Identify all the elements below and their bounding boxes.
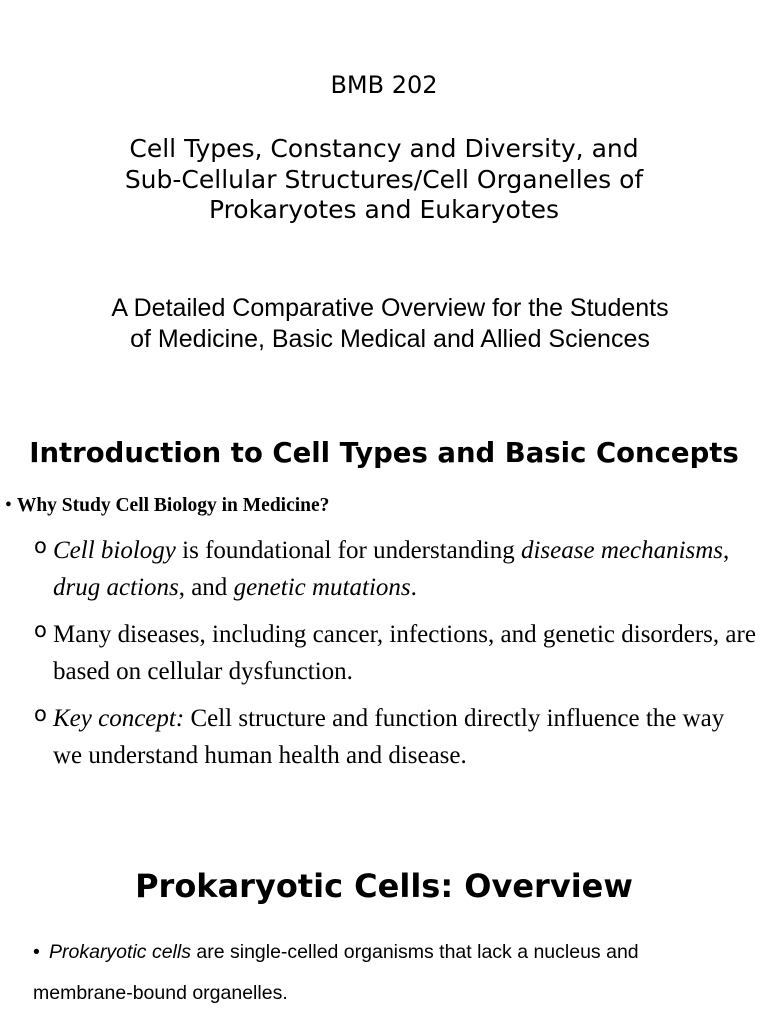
text: membrane-bound organelles.: [33, 982, 288, 1004]
emphasis: Key concept:: [53, 705, 185, 732]
text: Many diseases, including cancer, infections, and genetic disorders, are based on cellular dysfunction.: [53, 621, 756, 685]
text: is foundational for understanding: [175, 537, 521, 564]
bullet-prokaryotic-cells: [33, 932, 761, 1014]
bullet-dot-icon: •: [33, 941, 40, 963]
text: are single-celled organisms that lack a nucleus and: [190, 941, 639, 963]
course-code: BMB 202: [330, 71, 438, 99]
bullet-text-continued: [33, 973, 761, 1014]
bullet-text: [33, 932, 761, 973]
page-subtitle: A Detailed Comparative Overview for the Students of Medicine, Basic Medical and Allied Sciences: [111, 294, 669, 353]
text: , and: [178, 574, 234, 601]
emphasis: drug actions: [53, 574, 179, 601]
emphasis: Cell biology: [53, 537, 176, 564]
circle-bullet-icon: o: [34, 618, 47, 642]
circle-bullet-icon: o: [34, 702, 47, 726]
list-item: [34, 616, 756, 690]
circle-bullet-icon: o: [34, 534, 47, 558]
text: ,: [723, 537, 730, 564]
bullet-text: Why Study Cell Biology in Medicine?: [16, 495, 330, 516]
page-title: Cell Types, Constancy and Diversity, and Sub-Cellular Structures/Cell Organelles of Prokaryotes and Eukaryotes: [124, 134, 644, 224]
bullet-dot-icon: •: [5, 495, 12, 516]
bullet-why-study: [5, 492, 329, 520]
emphasis: disease mechanisms: [520, 537, 724, 564]
sub-point-list: [34, 532, 756, 784]
list-item: [34, 532, 756, 606]
emphasis: genetic mutations: [233, 574, 411, 601]
emphasis: Prokaryotic cells: [49, 941, 191, 963]
text: Cell structure and function directly influence the way we understand human health and disease.: [53, 705, 725, 769]
section-heading-intro: Introduction to Cell Types and Basic Concepts: [29, 437, 739, 469]
section-heading-prokaryotic: Prokaryotic Cells: Overview: [135, 867, 633, 905]
list-item: [34, 700, 756, 774]
text: .: [410, 574, 417, 601]
